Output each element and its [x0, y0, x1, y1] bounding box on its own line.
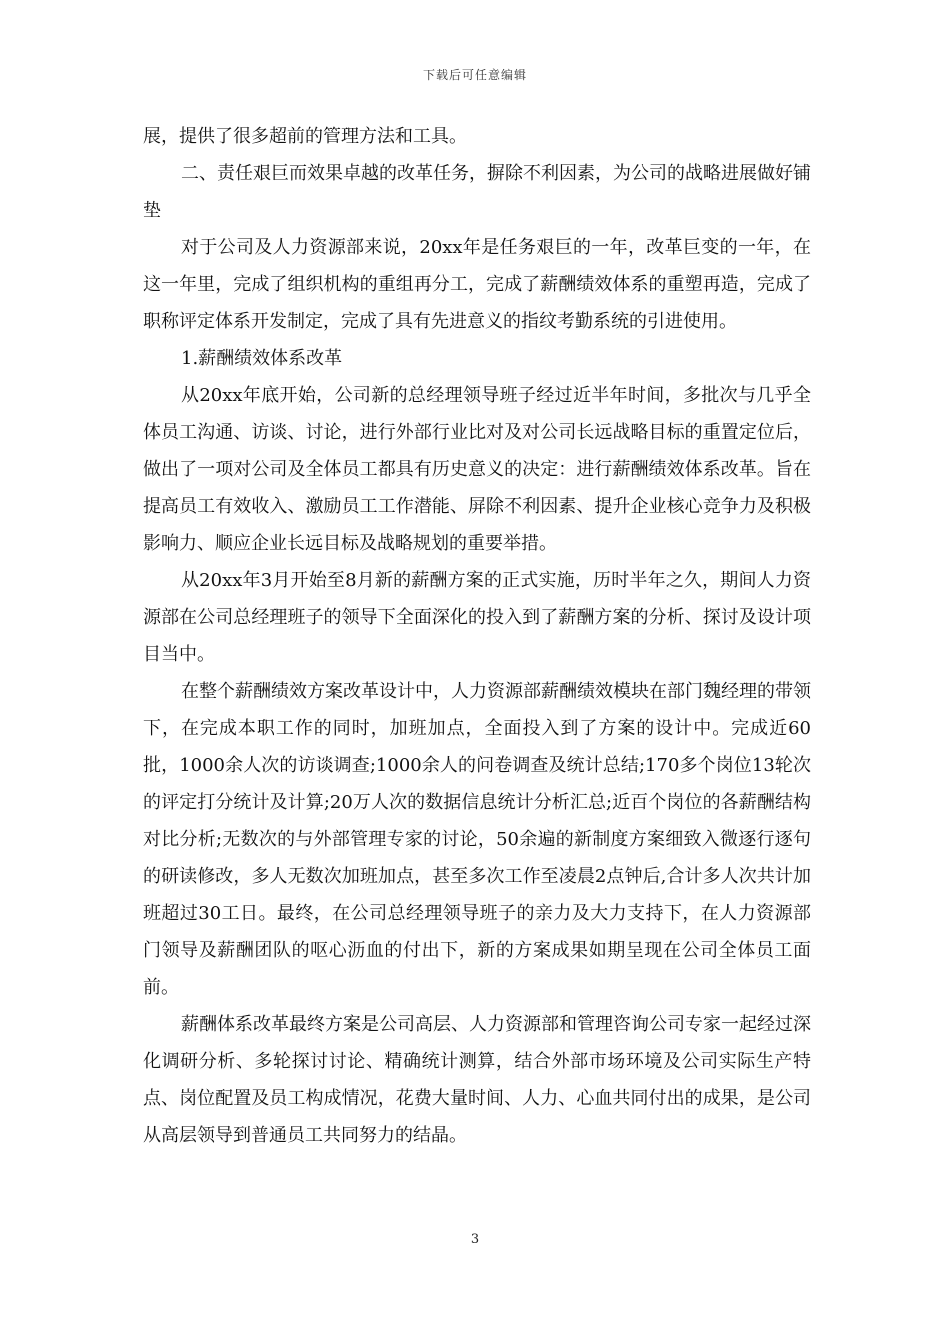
- subsection-heading: 1.薪酬绩效体系改革: [181, 348, 343, 369]
- section-heading: 二、责任艰巨而效果卓越的改革任务，摒除不利因素，为公司的战略进展做好铺垫: [143, 163, 811, 221]
- paragraph: 薪酬体系改革最终方案是公司高层、人力资源部和管理咨询公司专家一起经过深化调研分析、多轮探讨讨论、精确统计测算，结合外部市场环境及公司实际生产特点、岗位配置及员工构成情况，花费大量时间、人力、心血共同付出的成果，是公司从高层领导到普通员工共同努力的结晶。: [143, 1014, 811, 1146]
- document-body: [143, 118, 811, 1154]
- paragraph: 对于公司及人力资源部来说，20xx年是任务艰巨的一年，改革巨变的一年，在这一年里，完成了组织机构的重组再分工，完成了薪酬绩效体系的重塑再造，完成了职称评定体系开发制定，完成了具有先进意义的指纹考勤系统的引进使用。: [143, 237, 811, 332]
- page-number: 3: [470, 1232, 480, 1247]
- paragraph: 从20xx年底开始，公司新的总经理领导班子经过近半年时间，多批次与几乎全体员工沟通、访谈、讨论，进行外部行业比对及对公司长远战略目标的重置定位后，做出了一项对公司及全体员工都具有历史意义的决定：进行薪酬绩效体系改革。旨在提高员工有效收入、激励员工工作潜能、屏除不利因素、提升企业核心竞争力及积极影响力、顺应企业长远目标及战略规划的重要举措。: [143, 385, 811, 554]
- paragraph: 从20xx年3月开始至8月新的薪酬方案的正式实施，历时半年之久，期间人力资源部在公司总经理班子的领导下全面深化的投入到了薪酬方案的分析、探讨及设计项目当中。: [143, 570, 811, 665]
- paragraph: 在整个薪酬绩效方案改革设计中，人力资源部薪酬绩效模块在部门魏经理的带领下，在完成本职工作的同时，加班加点，全面投入到了方案的设计中。完成近60批，1000余人次的访谈调查;1000余人的问卷调查及统计总结;170多个岗位13轮次的评定打分统计及计算;20万人次的数据信息统计分析汇总;近百个岗位的各薪酬结构对比分析;无数次的与外部管理专家的讨论，50余遍的新制度方案细致入微逐行逐句的研读修改，多人无数次加班加点，甚至多次工作至凌晨2点钟后,合计多人次共计加班超过30工日。最终，在公司总经理领导班子的亲力及大力支持下，在人力资源部门领导及薪酬团队的呕心沥血的付出下，新的方案成果如期呈现在公司全体员工面前。: [143, 681, 811, 998]
- page-header: 下载后可任意编辑: [422, 68, 527, 82]
- paragraph: 展，提供了很多超前的管理方法和工具。: [143, 126, 467, 147]
